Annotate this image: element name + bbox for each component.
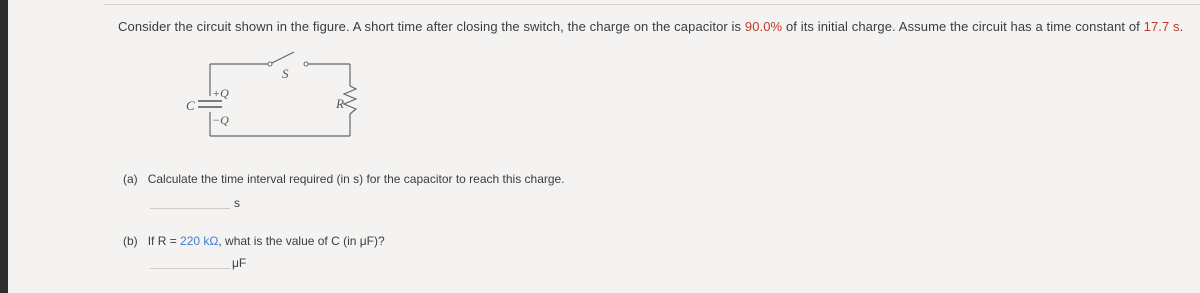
part-b-prompt (123, 234, 385, 248)
part-b-unit: μF (232, 256, 247, 270)
capacitor-label: C (186, 98, 195, 113)
part-b-pre: If R = (147, 234, 181, 248)
part-a-text: Calculate the time interval required (in s) for the capacitor to reach this charge. (147, 172, 565, 186)
switch-contact-right (304, 62, 308, 66)
part-a-unit: s (234, 196, 240, 210)
part-b-label: (b) (123, 234, 138, 248)
part-a-label: (a) (123, 172, 138, 186)
minus-q-label: −Q (212, 113, 229, 127)
plus-q-label: +Q (212, 86, 229, 100)
top-divider (104, 0, 1200, 5)
left-edge-bar (0, 0, 8, 293)
question-pre: Consider the circuit shown in the figure. A short time after closing the switch, the charge on the capacitor is (118, 19, 745, 34)
resistance-value: 220 kΩ (180, 234, 219, 248)
question-mid: of its initial charge. Assume the circuit has a time constant of (782, 19, 1144, 34)
circuit-figure (160, 44, 400, 144)
part-a-prompt (123, 172, 565, 186)
resistor-label: R (336, 96, 344, 111)
switch-label: S (282, 66, 289, 81)
switch-contact-left (268, 62, 272, 66)
part-b-post: , what is the value of C (in μF)? (218, 234, 385, 248)
part-a-answer-input[interactable] (150, 196, 230, 209)
question-text (118, 19, 1188, 34)
time-constant: 17.7 s (1143, 19, 1180, 34)
switch-blade (270, 52, 294, 64)
charge-percent: 90.0% (744, 19, 783, 34)
resistor-symbol (344, 86, 356, 114)
question-post: . (1179, 19, 1184, 34)
part-b-answer-input[interactable] (150, 256, 230, 269)
